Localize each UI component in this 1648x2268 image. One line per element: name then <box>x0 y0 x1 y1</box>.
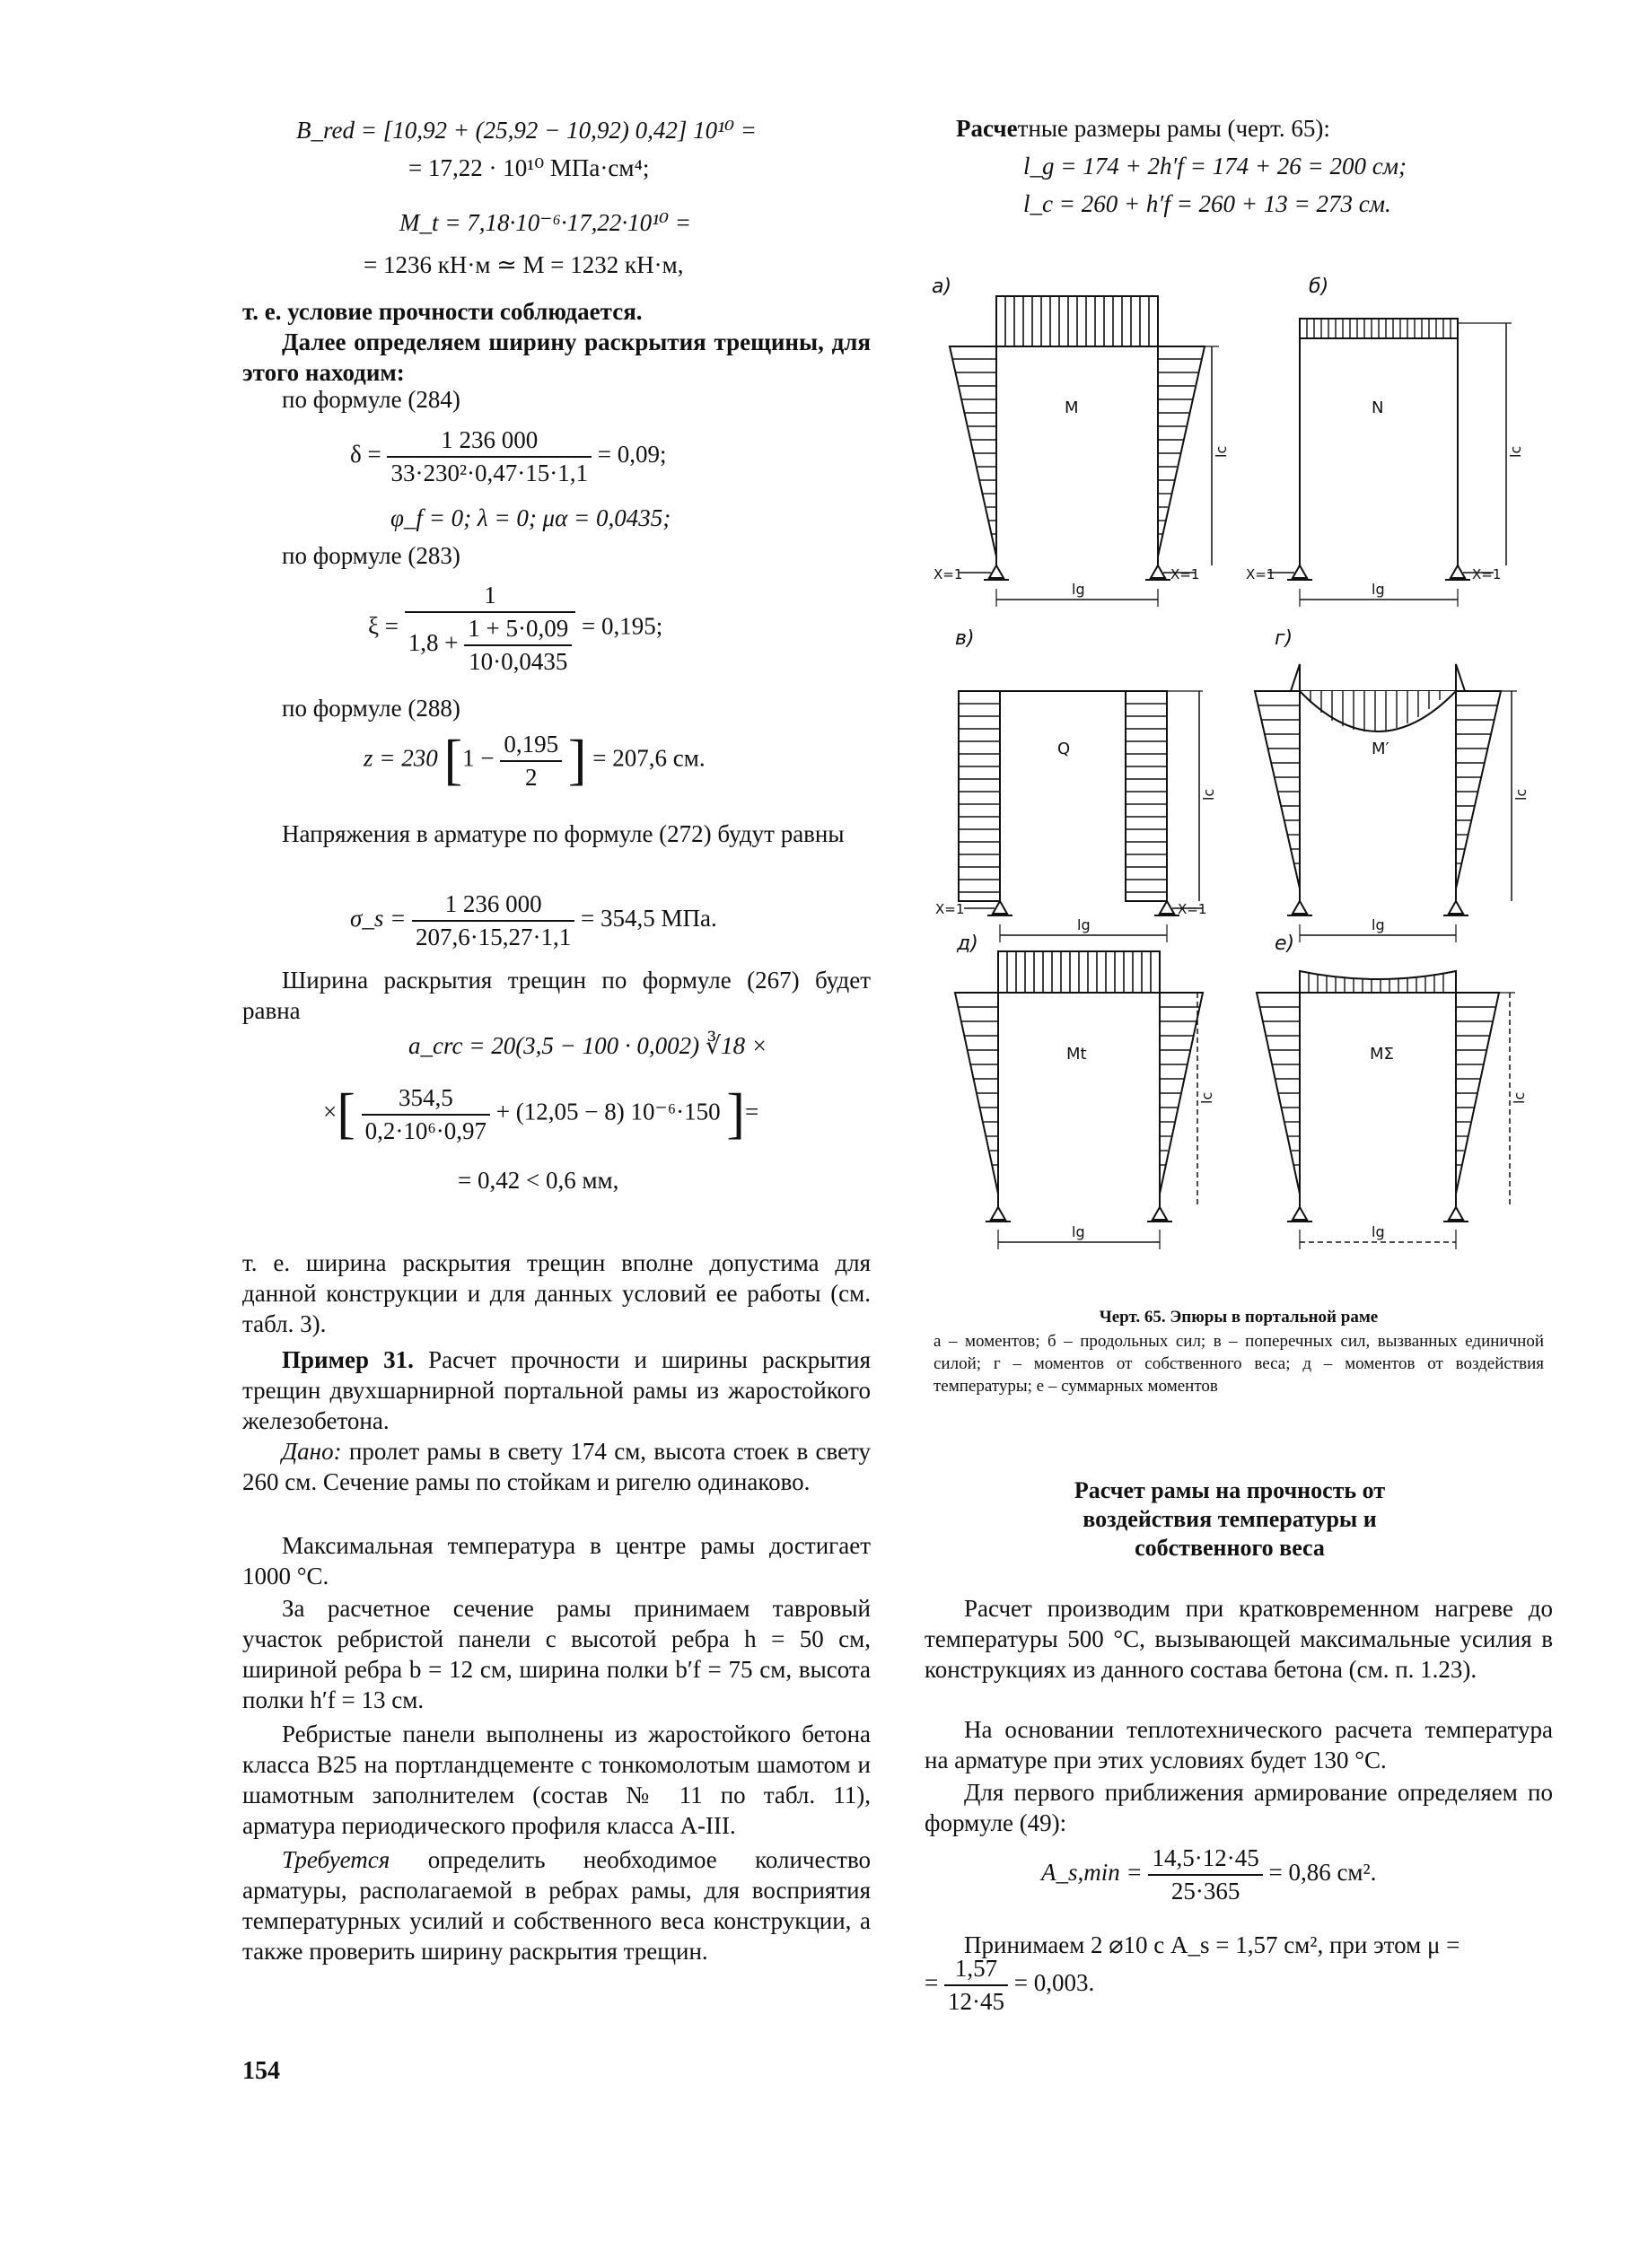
panel-label-v: в) <box>955 627 975 650</box>
required-text: определить необходимое количество арматуры, располагаемой в ребрах рамы, для восприятия температурных усилий и собственного веса конструкции, а также проверить ширину раскрытия трещин. <box>242 1846 872 1965</box>
sigma-numerator: 1 236 000 <box>412 890 574 922</box>
panel-label-g: г) <box>1275 627 1293 650</box>
sigma-rhs: = 354,5 МПа. <box>581 905 717 933</box>
equation-acrc-line2: ×[ $\frac{354,5}{\text{0,2·10⁶·0,97}}$ + (12,05 − 8) 10⁻⁶·150 ]= <box>323 1083 759 1144</box>
sigma-lhs: σ_s = <box>350 905 407 933</box>
dims-intro-bold: Расче <box>956 115 1018 142</box>
equation-as-min <box>1041 1844 1376 1905</box>
equation-lg: l_g = 174 + 2h′f = 174 + 26 = 200 см; <box>1023 153 1407 180</box>
given-text: пролет рамы в свету 174 см, высота стоек в свету 260 см. Сечение рамы по стойкам и ригелю одинаково. <box>242 1438 872 1495</box>
lg-label-d: lg <box>1072 1223 1085 1240</box>
lc-label-e: lc <box>1511 1091 1528 1104</box>
paragraph-conclusion: т. е. ширина раскрытия трещин вполне допустима для данной конструкции и для данных условий ее работы (см. табл. 3). <box>242 1249 871 1337</box>
delta-lhs: δ = <box>350 441 381 468</box>
diagram-label-m-sum: MΣ <box>1370 1045 1394 1064</box>
as-denominator: 25·365 <box>1170 1878 1240 1905</box>
panel-label-d: д) <box>957 933 978 955</box>
formula-ref-283: по формуле (283) <box>282 542 460 569</box>
acrc-left-bracket: [ <box>337 1083 355 1144</box>
diagram-label-mt: Mt <box>1066 1045 1087 1064</box>
panel-b-axial-force-diagram <box>1267 319 1512 607</box>
lg-label-b: lg <box>1372 581 1385 598</box>
x1-label-b-right: X=1 <box>1472 566 1502 582</box>
diagram-label-m-prime: M′ <box>1372 740 1389 758</box>
paragraph-design-dimensions <box>956 113 1330 144</box>
z-denominator: 2 <box>525 763 538 791</box>
panel-d-temperature-moment-diagram <box>955 951 1203 1249</box>
paragraph-required <box>242 1844 871 1966</box>
formula-ref-288: по формуле (288) <box>282 695 460 722</box>
lc-label-v: lc <box>1200 788 1217 801</box>
x1-label-b-left: X=1 <box>1246 566 1275 582</box>
x1-label-v-right: X=1 <box>1178 901 1207 917</box>
figure-caption-body: а – моментов; б – продольных сил; в – поперечных сил, вызванных единичной силой; г – моментов от собственного веса; д – моментов от воздействия температуры; е – суммарных моментов <box>934 1332 1544 1396</box>
section-heading: Расчет рамы на прочность от воздействия температуры и собственного веса <box>1074 1477 1386 1561</box>
equation-phi-lambda: φ_f = 0; λ = 0; μα = 0,0435; <box>390 504 671 531</box>
equation-acrc-line1: a_crc = 20(3,5 − 100 · 0,002) ∛18 × <box>408 1032 768 1059</box>
xi-fraction <box>405 582 575 676</box>
acrc-numerator: 354,5 <box>362 1084 490 1116</box>
lc-label-g: lc <box>1512 788 1530 801</box>
paragraph-section: За расчетное сечение рамы принимаем тавровый участок ребристой панели с высотой ребра h = 50 см, шириной ребра b = 12 см, ширина полки b′f = 75 см, высота полки h′f = 13 см. <box>242 1595 871 1713</box>
required-label: Требуется <box>282 1846 390 1873</box>
page-number: 154 <box>242 2057 280 2085</box>
as-rhs: = 0,86 см². <box>1268 1859 1377 1887</box>
acrc-right-bracket: ] <box>726 1083 746 1144</box>
equation-acrc-line3: = 0,42 < 0,6 мм, <box>458 1167 619 1194</box>
mu-numerator: 1,57 <box>944 1955 1008 1986</box>
diagram-label-q: Q <box>1057 740 1071 758</box>
paragraph-crack-width-intro: Далее определяем ширину раскрытия трещины, для этого находим: <box>242 328 871 386</box>
equation-mt-line2: = 1236 кН·м ≃ M = 1232 кН·м, <box>364 251 684 278</box>
equation-delta <box>350 426 667 487</box>
delta-rhs: = 0,09; <box>597 441 667 468</box>
acrc-denominator: 0,2·10⁶·0,97 <box>364 1116 487 1144</box>
xi-inner-denominator: 10·0,0435 <box>469 648 568 675</box>
z-right-bracket: ] <box>567 730 587 791</box>
equation-xi <box>368 582 662 676</box>
z-rhs: = 207,6 см. <box>592 744 706 772</box>
panel-e-total-moment-diagram <box>1257 971 1515 1249</box>
lc-label-b: lc <box>1507 445 1524 458</box>
xi-den-constant: 1,8 + <box>408 629 459 657</box>
panel-label-a: а) <box>932 276 952 298</box>
delta-denominator: 33·230²·0,47·15·1,1 <box>390 460 589 486</box>
paragraph-thermal: На основании теплотехнического расчета температура на арматуре при этих условиях будет 130 °С. <box>925 1716 1553 1773</box>
xi-inner-fraction <box>464 615 572 676</box>
diagram-label-n: N <box>1372 398 1384 417</box>
as-numerator: 14,5·12·45 <box>1148 1844 1262 1876</box>
equation-bred-line2: = 17,22 · 10¹⁰ МПа·см⁴; <box>408 154 650 181</box>
xi-denominator <box>405 613 575 676</box>
paragraph-first-approx: Для первого приближения армирование определяем по формуле (49): <box>925 1779 1553 1836</box>
delta-fraction <box>387 426 592 487</box>
figure-caption-title: Черт. 65. Эпюры в портальной раме <box>1099 1308 1379 1327</box>
paragraph-panels: Ребристые панели выполнены из жаростойкого бетона класса В25 на портландцементе с тонкомолотым шамотом и шамотным заполнителем (состав № 11 по табл. 11), арматура периодического профиля класса А-III. <box>242 1721 871 1839</box>
acrc-middle-term: + (12,05 − 8) 10⁻⁶·150 <box>495 1098 721 1125</box>
figure-65-moment-diagrams <box>923 269 1551 1274</box>
lg-label-v: lg <box>1077 916 1091 933</box>
x1-label-a-left: X=1 <box>934 566 963 582</box>
xi-numerator: 1 <box>405 582 575 613</box>
lg-label-e: lg <box>1372 1223 1385 1240</box>
paragraph-stress: Напряжения в арматуре по формуле (272) будут равны <box>282 820 845 847</box>
z-numerator: 0,195 <box>500 731 562 762</box>
equation-mu <box>925 1955 1094 2016</box>
example-text: Расчет прочности и ширины раскрытия трещин двухшарнирной портальной рамы из жаростойкого железобетона. <box>242 1346 872 1434</box>
mu-fraction <box>944 1955 1008 2016</box>
panel-g-self-weight-moment-diagram <box>1255 664 1517 942</box>
panel-label-b: б) <box>1309 276 1329 298</box>
lc-label-a: lc <box>1213 445 1230 458</box>
as-fraction <box>1148 1844 1262 1905</box>
x1-label-a-right: X=1 <box>1170 566 1200 582</box>
x1-label-v-left: X=1 <box>935 901 965 917</box>
mu-rhs: = 0,003. <box>1013 1969 1095 1997</box>
sigma-fraction <box>412 890 574 951</box>
panel-v-shear-force-diagram <box>959 691 1203 942</box>
paragraph-accept: Принимаем 2 ⌀10 с A_s = 1,57 см², при этом μ = <box>964 1931 1460 1958</box>
paragraph-example-31 <box>242 1344 871 1436</box>
xi-lhs: ξ = <box>368 612 399 640</box>
formula-ref-284: по формуле (284) <box>282 386 460 413</box>
dims-intro: тные размеры рамы (черт. 65): <box>1017 115 1330 142</box>
paragraph-crack-width: Ширина раскрытия трещин по формуле (267) будет равна <box>242 967 871 1024</box>
lc-label-d: lc <box>1198 1091 1215 1104</box>
paragraph-strength-ok: т. е. условие прочности соблюдается. <box>242 298 643 325</box>
panel-a-moment-diagram <box>950 296 1219 607</box>
panel-label-e: е) <box>1275 933 1295 955</box>
delta-numerator: 1 236 000 <box>387 426 592 458</box>
equation-bred-line1: B_red = [10,92 + (25,92 − 10,92) 0,42] 10¹⁰ = <box>296 117 758 144</box>
z-fraction <box>500 731 562 792</box>
xi-inner-numerator: 1 + 5·0,09 <box>464 615 572 646</box>
equation-lc: l_c = 260 + h′f = 260 + 13 = 273 см. <box>1023 190 1391 217</box>
paragraph-max-temperature: Максимальная температура в центре рамы достигает 1000 °С. <box>242 1532 871 1589</box>
mu-lhs: = <box>925 1969 939 1997</box>
equation-mt-line1: M_t = 7,18·10⁻⁶·17,22·10¹⁰ = <box>399 209 691 236</box>
paragraph-calculation: Расчет производим при кратковременном нагреве до температуры 500 °С, вызывающей максимальные усилия в конструкциях из данного состава бетона (см. п. 1.23). <box>925 1595 1553 1683</box>
paragraph-given <box>242 1436 871 1497</box>
sigma-denominator: 207,6·15,27·1,1 <box>416 924 572 950</box>
z-lhs: z = 230 <box>364 744 438 772</box>
equation-sigma <box>350 890 717 951</box>
lg-label-g: lg <box>1372 916 1385 933</box>
equation-z: z = 230 [1 − $\frac{0,195}{2}$ ] = 207,6 см. <box>364 730 706 791</box>
mu-denominator: 12·45 <box>947 1988 1004 2015</box>
as-lhs: A_s,min = <box>1041 1859 1143 1887</box>
lg-label-a: lg <box>1072 581 1085 598</box>
example-title: Пример 31. <box>282 1346 414 1373</box>
given-label: Дано: <box>282 1438 342 1465</box>
acrc-fraction <box>362 1084 490 1145</box>
z-left-bracket: [ <box>443 730 463 791</box>
diagram-label-m: M <box>1065 398 1079 417</box>
xi-rhs: = 0,195; <box>581 612 663 640</box>
